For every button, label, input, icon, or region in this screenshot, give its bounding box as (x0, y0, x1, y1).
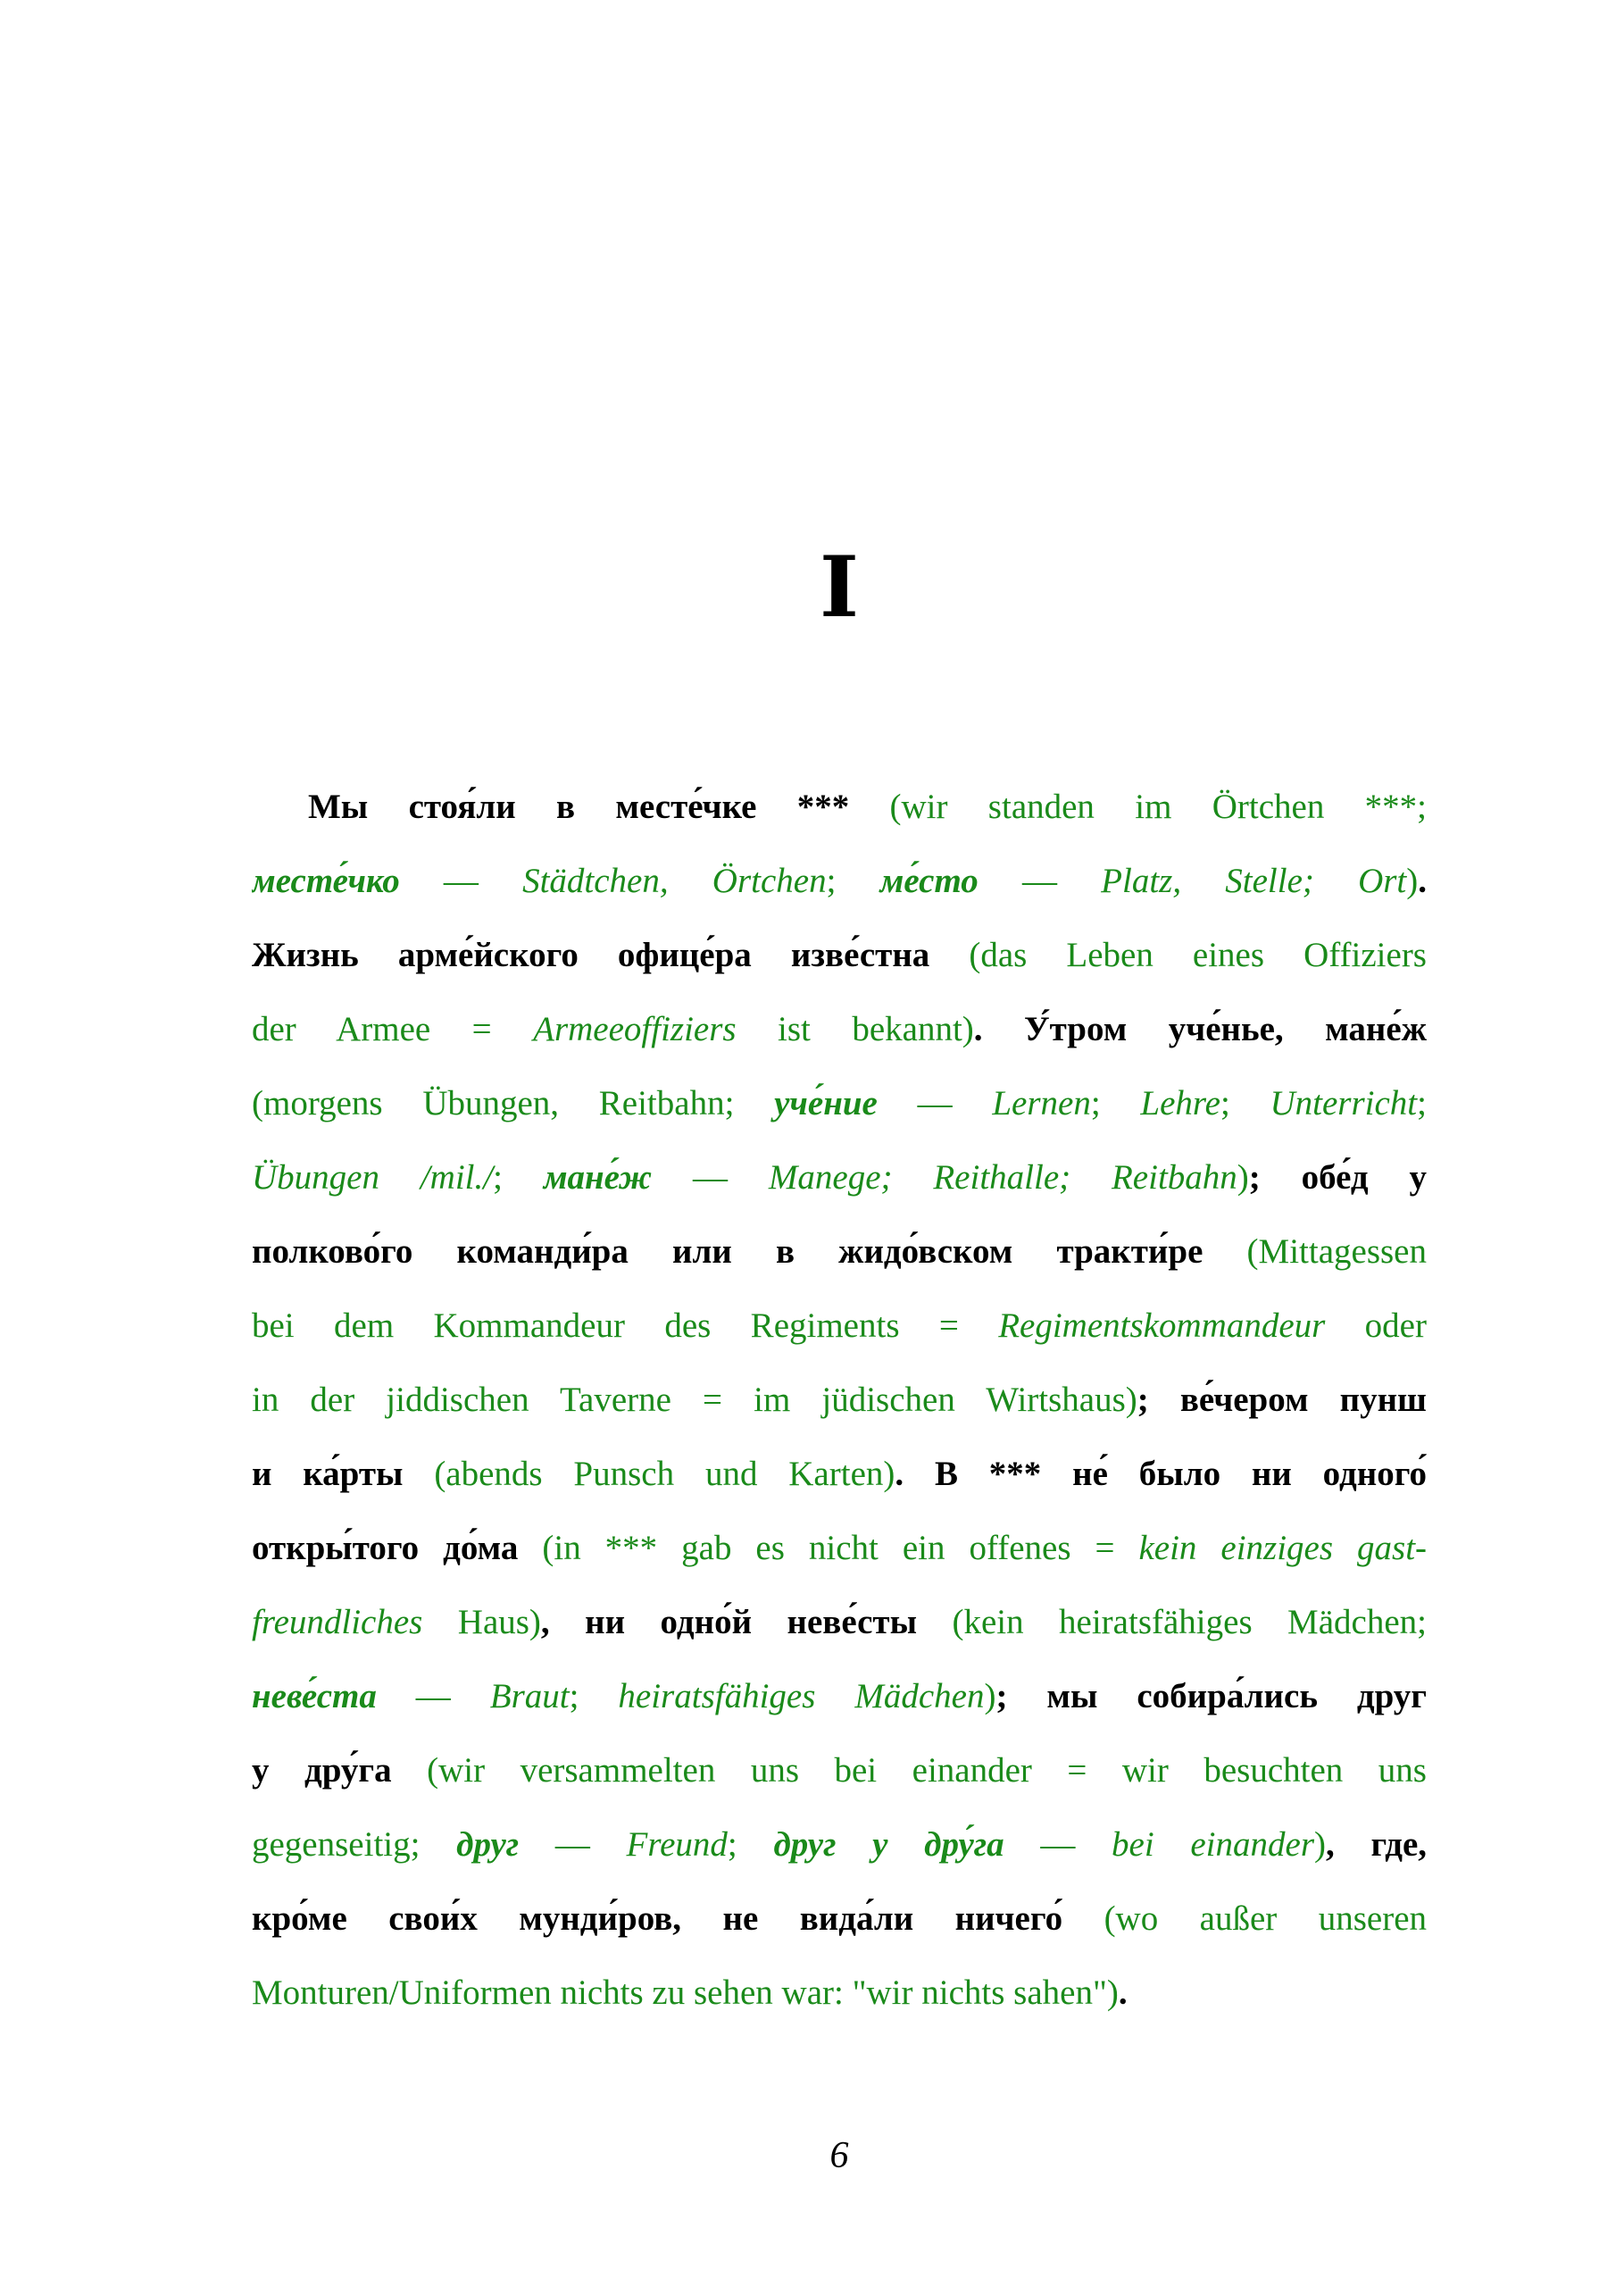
page-number: 6 (829, 2135, 849, 2176)
text-segment: . (1418, 862, 1427, 900)
text-segment: ) (984, 1677, 996, 1715)
text-segment: (wir versammelten uns bei einander = wir besuchten uns (427, 1751, 1427, 1790)
text-line (252, 1437, 1427, 1511)
text-segment: (abends Punsch und Karten) (434, 1455, 895, 1493)
text-segment: ; (1090, 1084, 1141, 1122)
text-segment: Жизнь арме́йского офице́ра изве́стна (252, 936, 970, 974)
text-segment: . У́тром уче́нье, мане́ж (973, 1010, 1427, 1048)
text-segment: — (519, 1825, 627, 1864)
text-segment: (Mittagessen (1246, 1232, 1427, 1271)
text-segment: ) (1237, 1158, 1249, 1197)
text-line (252, 1882, 1427, 1956)
text-segment: Braut (489, 1677, 570, 1715)
text-segment: (wir standen im Örtchen ***; (889, 788, 1427, 826)
text-segment: freundliches (252, 1603, 423, 1641)
text-segment: ; (727, 1825, 774, 1864)
text-segment: кро́ме свои́х мунди́ров, не вида́ли ничего́ (252, 1899, 1104, 1938)
text-segment: — (652, 1158, 769, 1197)
text-segment: у дру́га (252, 1751, 428, 1790)
text-segment: Lehre (1140, 1084, 1220, 1122)
text-line (252, 1659, 1427, 1733)
text-segment: der Armee = (252, 1010, 534, 1048)
text-segment: ; обе́д у (1248, 1158, 1427, 1197)
text-line (252, 1363, 1427, 1437)
text-segment: (in *** gab es nicht ein offenes = (542, 1529, 1139, 1567)
text-line (252, 1733, 1427, 1807)
text-segment: — (978, 862, 1102, 900)
text-line (252, 1140, 1427, 1214)
text-segment: Übungen /mil./ (252, 1158, 494, 1197)
text-segment: ist bekannt) (736, 1010, 974, 1048)
text-segment: heiratsfähiges Mädchen (618, 1677, 985, 1715)
text-segment: Haus) (422, 1603, 541, 1641)
text-segment: Platz, Stelle; Ort (1101, 862, 1407, 900)
text-segment: Lernen (992, 1084, 1091, 1122)
text-segment: ме́сто (879, 862, 979, 900)
text-segment: полково́го команди́ра или в жидо́вском тракти́ре (252, 1232, 1247, 1271)
text-line (252, 1066, 1427, 1140)
text-segment: друг у дру́га (773, 1825, 1004, 1864)
text-line (252, 770, 1427, 844)
text-line (252, 844, 1427, 918)
text-segment: Armeeoffiziers (533, 1010, 737, 1048)
text-segment: месте́чко (252, 862, 400, 900)
text-segment: — (376, 1677, 490, 1715)
text-segment: (morgens Übungen, Reitbahn; (252, 1084, 775, 1122)
text-segment: мане́ж (543, 1158, 653, 1197)
text-segment: (wo außer unseren (1103, 1899, 1427, 1938)
text-segment: Manege; Reithalle; Reitbahn (768, 1158, 1237, 1197)
chapter-heading: I (820, 538, 859, 637)
text-segment: Freund (626, 1825, 728, 1864)
text-line (252, 918, 1427, 992)
text-line (252, 1289, 1427, 1363)
text-segment: . (1118, 1973, 1128, 2012)
text-segment: уче́ние (774, 1084, 878, 1122)
text-line (252, 992, 1427, 1066)
text-segment: bei dem Kommandeur des Regiments = (252, 1306, 999, 1345)
text-segment: Monturen/Uniformen nichts zu sehen war: "wir nichts sahen") (252, 1973, 1119, 2012)
text-segment: ; мы собира́лись друг (995, 1677, 1427, 1715)
text-segment: ; (569, 1677, 619, 1715)
text-segment: ; (1220, 1084, 1270, 1122)
text-line (252, 1214, 1427, 1289)
text-segment: (kein heiratsfähiges Mädchen; (952, 1603, 1427, 1641)
text-segment: gegenseitig; (252, 1825, 457, 1864)
text-segment: и ка́рты (252, 1455, 435, 1493)
text-segment: , где, (1326, 1825, 1427, 1864)
text-segment: in der jiddischen Taverne = im jüdischen Wirtshaus) (252, 1381, 1137, 1419)
text-segment: , ни одно́й неве́сты (540, 1603, 953, 1641)
text-segment: Мы стоя́ли в месте́чке *** (308, 788, 890, 826)
text-line (252, 1585, 1427, 1659)
paragraph-text (252, 770, 1427, 2030)
text-segment: — (1004, 1825, 1112, 1864)
text-segment: ; (493, 1158, 544, 1197)
text-line (252, 1511, 1427, 1585)
text-segment: неве́ста (252, 1677, 377, 1715)
text-segment: Regimentskommandeur (998, 1306, 1326, 1345)
text-segment: ) (1314, 1825, 1327, 1864)
text-segment: ; (1417, 1084, 1427, 1122)
text-line (252, 1807, 1427, 1882)
text-segment: — (877, 1084, 993, 1122)
text-segment: ; ве́чером пунш (1137, 1381, 1427, 1419)
text-segment: откры́того до́ма (252, 1529, 543, 1567)
text-line (252, 1956, 1427, 2030)
text-segment: — (399, 862, 523, 900)
text-segment: . В *** не́ было ни одного́ (895, 1455, 1427, 1493)
text-segment: ) (1406, 862, 1419, 900)
text-segment: bei einander (1112, 1825, 1315, 1864)
text-segment: друг (456, 1825, 520, 1864)
text-segment: ; (826, 862, 880, 900)
text-segment: Unterricht (1270, 1084, 1418, 1122)
text-segment: Städtchen, Örtchen (522, 862, 827, 900)
text-segment: oder (1325, 1306, 1427, 1345)
text-segment: kein einziges gast- (1138, 1529, 1427, 1567)
text-segment: (das Leben eines Offiziers (969, 936, 1427, 974)
